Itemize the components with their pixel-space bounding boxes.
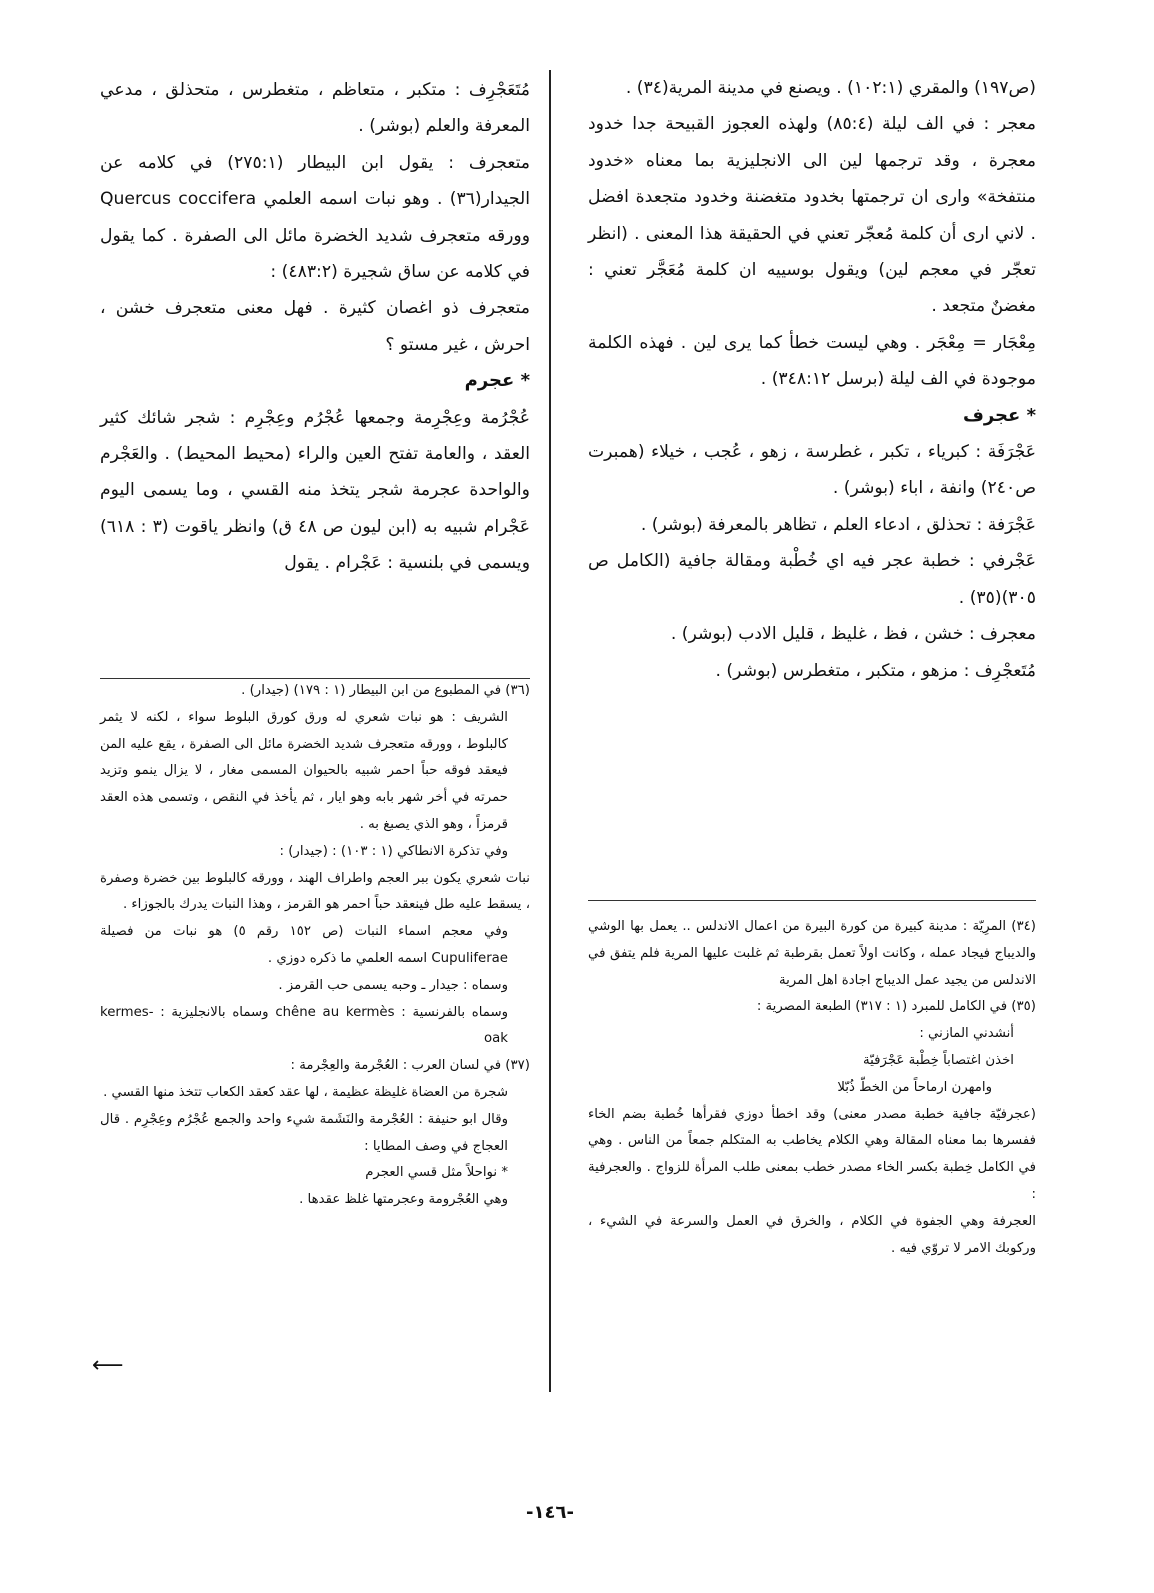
right-footnotes — [588, 914, 1036, 1262]
right-main-paragraph: (ص١٩٧) والمقري (١٠٢:١) . ويصنع في مدينة المرية(٣٤) . — [625, 78, 1036, 98]
footnote-line: (عجرفيّة جافية خطبة مصدر معنى) وقد اخطأ دوزي فقرأها خُطبة بضم الخاء ففسرها بما معناه المقالة وهي الكلام يخاطب به المتكلم جمعاً من الناس . وهي في الكامل خِطبة بكسر الخاء مصدر خطب بمعنى طلب المرأة للزواج . والعجرفية : — [588, 1106, 1036, 1202]
footnote-37: (٣٧) في لسان العرب : العُجْرمة والعِجْرمة : — [290, 1058, 530, 1074]
footnote-line: وهي العُجْرومة وعجرمتها غلظ عقدها . — [299, 1192, 508, 1208]
right-column-main-text — [588, 70, 1036, 689]
right-main-paragraph: عَجْرَفَة : كبرياء ، تكبر ، غطرسة ، زهو ، عُجب ، خيلاء (همبرت ص٢٤٠) وانفة ، اباء (بوشر) . — [588, 442, 1036, 499]
footnote-line: وسماه بالفرنسية : chêne au kermès وسماه بالانجليزية : kermes-oak — [100, 1004, 509, 1047]
right-main-paragraph: معجر : في الف ليلة (٨٥:٤) ولهذه العجوز القبيحة جدا خدود معجرة ، وقد ترجمها لين الى الانجليزية بما معناه «خدود منتفخة» وارى ان ترجمتها بخدود متغضنة وخدود متجعدة افضل . لاني ارى أن كلمة مُعجّر تعني في الحقيقة هذا المعنى . (انظر تعجّر في معجم لين) ويقول بوسييه ان كلمة مُعَجَّر تعني : مغضنٌ متجعد . — [588, 114, 1036, 317]
column-divider — [549, 70, 551, 1392]
poem-verse: وامهرن ارماحاً من الخطّ ذُبّلا — [837, 1079, 992, 1095]
footnote-line: وقال ابو حنيفة : العُجْرمة والنَشَمة شيء واحد والجمع عُجْرُم وعِجْرِم . قال العجاج في وصف المطايا : — [100, 1111, 508, 1154]
poem-verse: * نواحلاً مثل قسي العجرم — [365, 1165, 508, 1181]
entry-heading-ajram: * عجرم — [464, 370, 530, 392]
continuation-arrow-icon: ⟵ — [92, 1353, 124, 1378]
footnote-34: (٣٤) المرِيّة : مدينة كبيرة من كورة البيرة من اعمال الاندلس .. يعمل بها الوشي والديباج فيجاد عمله ، وكانت اولاً تعمل بقرطبة ثم غلبت عليها المرية فلم يتفق في الاندلس من يجيد عمل الديباج اجادة اهل المرية — [588, 919, 1036, 988]
footnote-line: وسماه : جيدار ـ وحبه يسمى حب القرمز . — [278, 977, 508, 993]
footnote-line: الشريف : هو نبات شعري له ورق كورق البلوط سواء ، لكنه لا يثمر كالبلوط ، وورقه متعجرف شديد الخضرة مائل الى الصفرة ، يقع عليه المن فيعقد فوقه حباً احمر شبيه بالحيوان المسمى مغار ، لا يزال ينمو وتزيد حمرته في أخر شهر بابه وهو ايار ، ثم يأخذ في النقص ، وتسمى هذه العقد قرمزاً ، وهو الذي يصبغ به . — [100, 709, 508, 832]
footnote-35: (٣٥) في الكامل للمبرد (١ : ٣١٧) الطبعة المصرية : — [756, 999, 1036, 1015]
left-main-paragraph: مُتَعَجْرِف : متكبر ، متعاظم ، متغطرس ، متحذلق ، مدعي المعرفة والعلم (بوشر) . — [100, 80, 530, 137]
footnote-line: وفي تذكرة الانطاكي (١ : ١٠٣) : (جيدار) : — [279, 843, 508, 859]
footnote-separator-right — [588, 900, 1036, 901]
right-main-paragraph: معجرف : خشن ، فظ ، غليظ ، قليل الادب (بوشر) . — [670, 624, 1036, 645]
page-number: -١٤٦- — [526, 1502, 574, 1523]
poem-verse: اخذن اغتصاباً خِطْبة عَجْرَفيّة — [863, 1052, 1014, 1068]
left-footnotes — [100, 678, 530, 1214]
entry-heading-ajraf: * عجرف — [962, 404, 1036, 426]
footnote-line: وفي معجم اسماء النبات (ص ١٥٢ رقم ٥) هو نبات من فصيلة Cupuliferae اسمه العلمي ما ذكره دوزي . — [100, 924, 508, 966]
left-main-paragraph: متعجرف : يقول ابن البيطار (٢٧٥:١) في كلامه عن الجيدار(٣٦) . وهو نبات اسمه العلمي Quercus coccifera وورقه متعجرف شديد الخضرة مائل الى الصفرة . كما يقول في كلامه عن ساق شجيرة (٤٨٣:٢) : — [100, 152, 531, 283]
footnote-36: (٣٦) في المطبوع من ابن البيطار (١ : ١٧٩) (جيدار) . — [241, 683, 530, 698]
left-column — [100, 72, 530, 582]
left-main-paragraph: متعجرف ذو اغصان كثيرة . فهل معنى متعجرف خشن ، احرش ، غير مستو ؟ — [100, 298, 530, 355]
right-main-paragraph: مُتَعجْرِف : مزهو ، متكبر ، متغطرس (بوشر) . — [715, 660, 1036, 681]
right-main-paragraph: مِعْجَار = مِعْجَر . وهي ليست خطأ كما يرى لين . فهذه الكلمة موجودة في الف ليلة (برسل ٣٤٨:١٢) . — [588, 332, 1036, 390]
right-column — [588, 70, 1036, 689]
left-main-paragraph: عُجْرُمة وعِجْرِمة وجمعها عُجْرُم وعِجْرِم : شجر شائك كثير العقد ، والعامة تفتح العين والراء (محيط المحيط) . والعَجْرم والواحدة عجرمة شجر يتخذ منه القسي ، وما يسمى اليوم عَجْرام شبيه به (ابن ليون ص ٤٨ ق) وانظر ياقوت (٣ : ٦١٨) ويسمى في بلنسية : عَجْرام . يقول — [100, 407, 530, 574]
right-main-paragraph: عَجْرَفة : تحذلق ، ادعاء العلم ، تظاهر بالمعرفة (بوشر) . — [640, 514, 1036, 535]
footnote-line: نبات شعري يكون ببر العجم واطراف الهند ، وورقه كالبلوط بين خضرة وصفرة ، يسقط عليه طل فينعقد حباً احمر هو القرمز ، وهذا النبات يدرك بالجوزاء . — [100, 870, 530, 913]
footnote-line: العجرفة وهي الجفوة في الكلام ، والخرق في العمل والسرعة في الشيء ، وركوبك الامر لا تروّي فيه . — [588, 1213, 1036, 1256]
footnote-line: شجرة من العضاة غليظة عظيمة ، لها عقد كعقد الكعاب تتخذ منها القسي . — [103, 1084, 508, 1100]
right-main-paragraph: عَجْرفي : خطبة عجر فيه اي خُطْبة ومقالة جافية (الكامل ص ٣٠٥)(٣٥) . — [588, 551, 1036, 608]
left-column-main-text — [100, 72, 530, 582]
footnote-line: أنشدني المازني : — [919, 1026, 1014, 1042]
